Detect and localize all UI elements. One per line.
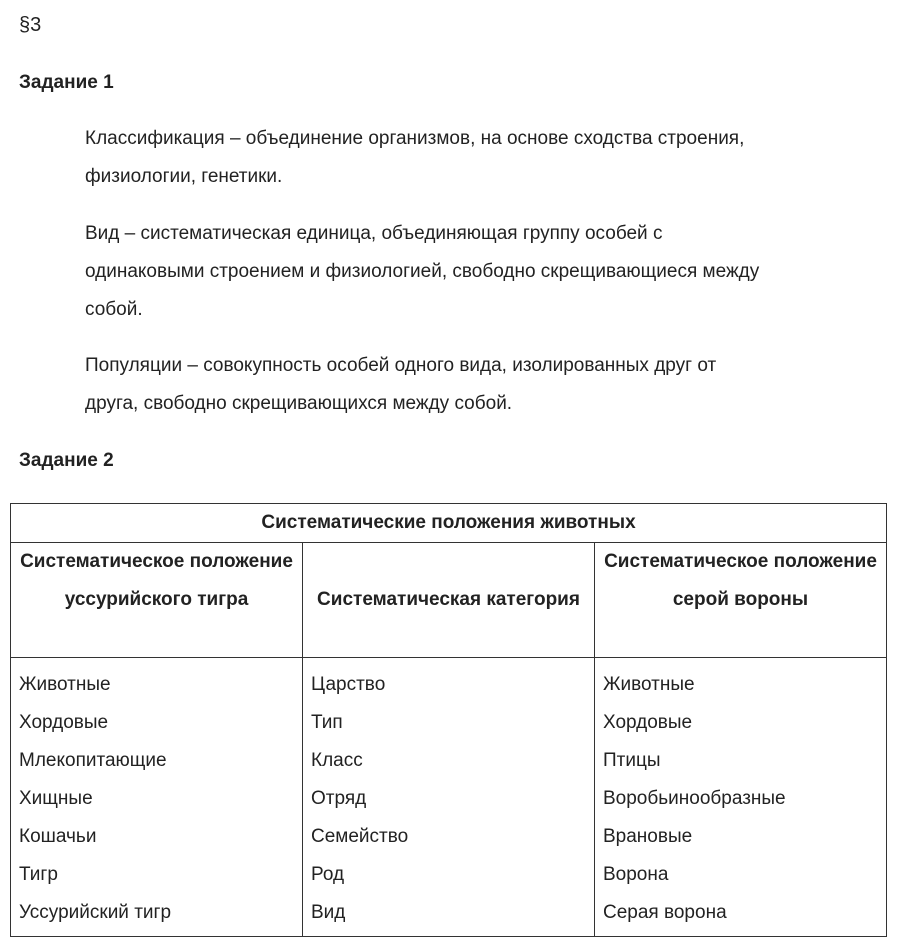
crow-column bbox=[595, 658, 887, 937]
cell: Серая ворона bbox=[603, 902, 727, 923]
definition-species bbox=[85, 215, 759, 329]
text-line: собой. bbox=[85, 299, 143, 320]
task2-heading: Задание 2 bbox=[19, 450, 114, 471]
cell: Семейство bbox=[311, 826, 409, 847]
section-number: §3 bbox=[19, 14, 42, 36]
cell: Класс bbox=[311, 750, 363, 771]
cell: Животные bbox=[19, 674, 111, 695]
text-line: Вид – систематическая единица, объединяющая группу особей с bbox=[85, 223, 663, 244]
category-column bbox=[303, 658, 595, 937]
cell: Род bbox=[311, 864, 345, 885]
header-category-text: Систематическая категория bbox=[317, 589, 580, 610]
cell: Птицы bbox=[603, 750, 661, 771]
text-line: Классификация – объединение организмов, на основе сходства строения, bbox=[85, 128, 745, 149]
cell: Животные bbox=[603, 674, 695, 695]
table-title: Систематические положения животных bbox=[11, 504, 887, 543]
tiger-column bbox=[11, 658, 303, 937]
cell: Врановые bbox=[603, 826, 693, 847]
cell: Хордовые bbox=[603, 712, 693, 733]
header-tiger: Систематическое положение уссурийского тигра bbox=[11, 543, 303, 658]
header-category bbox=[303, 543, 595, 658]
definition-classification bbox=[85, 120, 744, 196]
text-line: физиологии, генетики. bbox=[85, 166, 283, 187]
task1-heading: Задание 1 bbox=[19, 72, 114, 93]
cell: Уссурийский тигр bbox=[19, 902, 172, 923]
header-crow: Систематическое положение серой вороны bbox=[595, 543, 887, 658]
cell: Вид bbox=[311, 902, 346, 923]
cell: Тигр bbox=[19, 864, 58, 885]
cell: Хордовые bbox=[19, 712, 109, 733]
cell: Тип bbox=[311, 712, 343, 733]
text-line: друга, свободно скрещивающихся между собой. bbox=[85, 393, 513, 414]
cell: Воробьинообразные bbox=[603, 788, 786, 809]
cell: Млекопитающие bbox=[19, 750, 167, 771]
cell: Ворона bbox=[603, 864, 669, 885]
text-line: одинаковыми строением и физиологией, свободно скрещивающиеся между bbox=[85, 261, 760, 282]
cell: Отряд bbox=[311, 788, 367, 809]
systematics-table bbox=[10, 503, 887, 937]
cell: Кошачьи bbox=[19, 826, 97, 847]
cell: Царство bbox=[311, 674, 386, 695]
text-line: Популяции – совокупность особей одного вида, изолированных друг от bbox=[85, 355, 717, 376]
cell: Хищные bbox=[19, 788, 93, 809]
definition-population bbox=[85, 347, 716, 423]
